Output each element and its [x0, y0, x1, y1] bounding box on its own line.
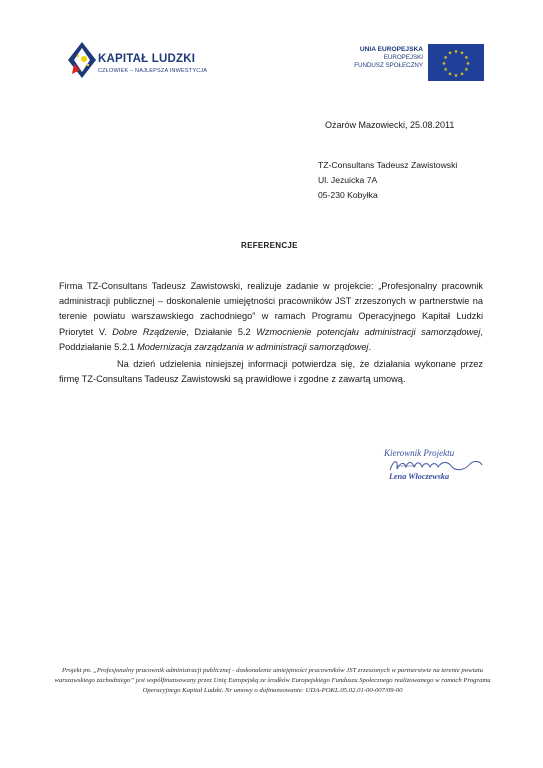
paragraph-1-text-b: , Działanie 5.2	[186, 326, 257, 337]
paragraph-1-italic-c: Modernizacja zarządzania w administracji samorządowej	[137, 341, 369, 352]
paragraph-2: Na dzień udzielenia niniejszej informacji potwierdza się, że działania wykonane przez firmę TZ-Consultans Tadeusz Zawistowski są prawidłowe i zgodne z zawartą umową.	[59, 359, 483, 385]
svg-text:★: ★	[464, 67, 469, 73]
recipient-address	[318, 158, 457, 203]
eu-flag-icon	[428, 44, 484, 81]
paragraph-1-text-d: .	[368, 341, 372, 352]
svg-text:★: ★	[459, 50, 465, 57]
recipient-city: 05-230 Kobyłka	[318, 190, 378, 200]
svg-text:★: ★	[453, 73, 459, 79]
logo-title: KAPITAŁ LUDZKI	[98, 53, 196, 65]
svg-text:★: ★	[459, 71, 465, 78]
svg-text:★: ★	[447, 50, 453, 57]
eu-line-1: UNIA EUROPEJSKA	[359, 46, 423, 53]
logo-subtitle: CZŁOWIEK – NAJLEPSZA INWESTYCJA	[98, 68, 208, 74]
letter-title: REFERENCJE	[241, 241, 298, 250]
kapital-ludzki-emblem-icon	[66, 40, 98, 80]
signature-role: Kierownik Projektu	[384, 448, 455, 458]
footer-project-note: Projekt pn. „Profesjonalny pracownik administracji publicznej - doskonalenie umiejętności pracowników JST zrzeszonych w partnerstwie na terenie powiatu warszawskiego zachodniego” jest współfinansowany przez Unię Europejską ze środków Europejskiego Funduszu Społecznego realizowanego w ramach Programu Operacyjnego Kapitał Ludzki. Nr umowy o dofinansowanie: UDA-POKL.05.02.01-00-007/09-00	[54, 667, 491, 695]
paragraph-1-text-a: Firma TZ-Consultans Tadeusz Zawistowski, realizuje zadanie w projekcie: „Profesjonalny pracownik administracji publicznej – doskonalenie umiejętności pracowników JST zrzeszonych w partnerstwie na terenie powiatu warszawskiego zachodniego” w ramach Programu Operacyjnego Kapitał Ludzki Priorytet V.	[59, 281, 483, 337]
eu-text-block	[331, 46, 423, 70]
paragraph-1-text-c: , Poddziałanie 5.2.1	[59, 326, 483, 352]
paragraph-1-italic-b: Wzmocnienie potencjału administracji samorządowej	[256, 326, 481, 337]
eu-line-2: EUROPEJSKI	[383, 54, 423, 61]
svg-text:★: ★	[453, 49, 459, 55]
kapital-ludzki-logo	[66, 40, 98, 80]
paragraph-1	[59, 279, 483, 355]
svg-text:★: ★	[443, 67, 448, 73]
svg-text:★: ★	[447, 71, 453, 78]
place-date: Ożarów Mazowiecki, 25.08.2011	[325, 120, 455, 130]
recipient-name: TZ-Consultans Tadeusz Zawistowski	[318, 160, 458, 170]
svg-text:★: ★	[465, 61, 471, 67]
eu-flag	[428, 44, 484, 81]
svg-text:★: ★	[441, 61, 447, 67]
eu-line-3: FUNDUSZ SPOŁECZNY	[354, 62, 423, 69]
signature-name: Lena Włoczewska	[389, 472, 450, 481]
svg-text:★: ★	[464, 55, 469, 61]
paragraph-1-italic-a: Dobre Rządzenie	[112, 326, 187, 337]
svg-text:★: ★	[443, 55, 448, 61]
recipient-street: Ul. Jezuicka 7A	[318, 175, 378, 185]
